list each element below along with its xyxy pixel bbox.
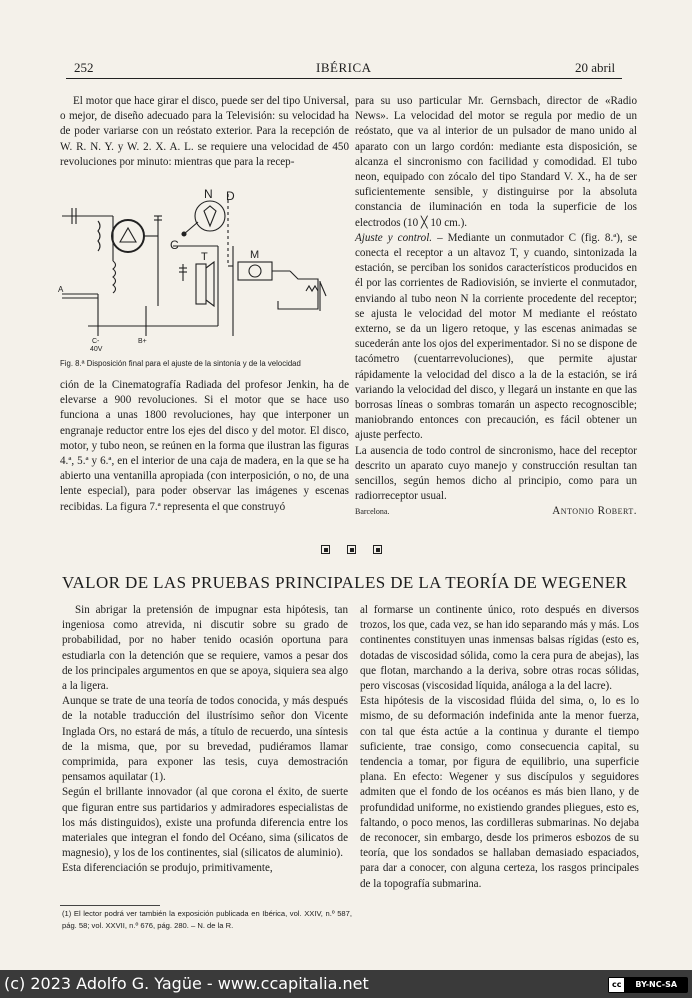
figure-label: C- [92, 338, 100, 345]
figure-label: C [170, 238, 179, 252]
article1-left-bottom [60, 378, 349, 515]
page-number: 252 [74, 60, 94, 75]
copyright-notice: (c) 2023 Adolfo G. Yagüe - www.ccapitalia.net [4, 974, 369, 993]
paragraph: Esta hipótesis de la viscosidad flúida del sima, o, lo es lo mismo, de su deformación indefinida ante la menor fuerza, con tal que ésta actúe a la continua y durante el tiempo suficiente, trae consigo, como consecuencia capital, su tendencia a tomar, por figura de equilibrio, una superficie plana. En efecto: Wegener y sus discípulos y seguidores admiten que el fondo de los océanos es más bien llano, y de profundidad uniforme, no existiendo grandes pliegues, esto es, faltando, o poco menos, las cordilleras submarinas. No dejaba de reconocer, sin embargo, desde los primeros esbozos de su teoría, que los sondados se hallaban demasiado espaciados, para dar a conocer, con alguna certeza, los rasgos principales de la topografía submarina. [360, 695, 639, 890]
page-header [72, 60, 622, 78]
article-title: VALOR DE LAS PRUEBAS PRINCIPALES DE LA TEORÍA DE WEGENER [62, 573, 628, 592]
article2-left-column [62, 603, 348, 877]
place: Barcelona. [355, 507, 390, 517]
paragraph: La ausencia de todo control de sincronismo, hace del receptor descrito un aparato cuyo manejo y construcción resultan tan sencillos, según hemos dicho al principio, como para un radiorreceptor usual. [355, 444, 637, 503]
cc-icon: cc [609, 978, 625, 992]
coil [98, 221, 100, 251]
author: Antonio Robert. [552, 505, 637, 518]
coil [113, 261, 116, 293]
figure-label: 40V [90, 346, 103, 352]
paragraph: El motor que hace girar el disco, puede ser del tipo Universal, o mejor, de diseño adecuado para la Televisión: su velocidad ha de poder variarse con un reóstato exterior. Para la recepción de W. R. N. Y. y W. 2. X. A. L. se requiere una velocidad de 450 revoluciones por minuto: mientras que para la recep- [60, 95, 349, 168]
journal-name: IBÉRICA [316, 60, 372, 75]
speaker [196, 264, 206, 304]
article2-right-column [360, 603, 639, 892]
paragraph: Según el brillante innovador (al que corona el éxito, de suerte que figuran entre sus partidarios y admiradores especialistas de los más distinguidos), existe una profunda diferencia entre los materiales que integran el fondo del Océano, sima (silicatos de magnesio), y los de los continentes, sial (silicatos de aluminio). [62, 786, 348, 860]
footnote: (1) El lector podrá ver también la exposición publicada en Ibérica, vol. XXIV, n.º 587, pág. 58; vol. XXVII, n.º 676, pág. 280. – N. de la R. [62, 909, 352, 930]
figure-label: A [58, 285, 64, 294]
paragraph: Ajuste y control. – Mediante un conmutador C (fig. 8.ª), se conecta el receptor a un altavoz T, y cuando, sintonizada la estación, se perciban los sonidos característicos producidos en él por las corrientes de Radiovisión, se invierte el conmutador, enviando al tubo neon N la corriente procedente del receptor; se ajusta le velocidad del motor M mediante el reóstato externo, se da un ligero retoque, y las escenas animadas se sucederán ante los ojos del experimentador. Si no se dispone de tacómetro (cuentarrevoluciones), que permite ajustar rápidamente la velocidad del disco a la de la estación, se irá variando la velocidad del disco, y llegará un instante en que las borrosas líneas o sombras tomarán un aspecto recognoscible; maniobrando entonces con precaución, es fácil obtener un ajuste perfecto. [355, 231, 637, 442]
article1-right-column [355, 94, 637, 520]
switch-arm [184, 222, 198, 234]
paragraph: Sin abrigar la pretensión de impugnar esta hipótesis, tan ingeniosa como atrevida, ni discutir sobre su grado de probabilidad, por no haber tenido ocasión oportuna para estudiarla con la detención que se requiere, vamos a pesar dos de los principales argumentos en que se apoya, siquiera sea algo a la ligera. [62, 604, 348, 693]
figure-label: T [201, 251, 208, 263]
subheading: Ajuste y control. [355, 231, 433, 244]
figure-label: N [204, 187, 213, 201]
paragraph: ción de la Cinematografía Radiada del profesor Jenkin, ha de elevarse a 900 revoluciones. Si el motor que se hace uso funciona a unas 1800 revoluciones, hay que interponer un engranaje reductor entre los ejes del disco y del motor. El disco, motor, y tubo neon, se reúnen en la forma que ilustran las figuras 4.ª, 5.ª y 6.ª, en el interior de una caja de madera, en la que se ha abierto una ventanilla apropiada (con interposición, o no, de una lente especial), para poder observar las imágenes y escenas recibidas. La figura 7.ª representa el que construyó [60, 379, 349, 513]
separator-square-icon [321, 545, 330, 554]
issue-date: 20 abril [575, 60, 616, 75]
paragraph: para su uso particular Mr. Gernsbach, director de «Radio News». La velocidad del motor se regula por medio de un reóstato, que va al interior de un pulsador de mano unido al aparato con un largo cordón: mediante esta disposición, se alcanza el sincronismo con facilidad y comodidad. El tubo neon, equipado con zócalo del tipo Standard V. X., ha de ser suficientemente sensible, y distinguirse por la absoluta constancia de iluminación en toda la superficie de los electrodos (10 ╳ 10 cm.). [355, 95, 637, 229]
separator-square-icon [373, 545, 382, 554]
license-badge[interactable] [608, 977, 688, 993]
paragraph: al formarse un continente único, roto después en diversos trozos, los que, cada vez, se han ido separando más y más. Los continentes constituyen unas inmensas balsas rígidas (esto es, dotadas de viscosidad sólida, como la cera pura de abejas), las que flotan, marchando a la deriva, sobre otras rocas sólidas, pero viscosas (viscosidad líquida, análoga a la del lacre). [360, 604, 639, 693]
figure-caption: Fig. 8.ª Disposición final para el ajuste de la sintonía y de la velocidad [60, 359, 301, 368]
header-rule [66, 78, 622, 79]
section-separator [321, 545, 391, 554]
figure-label: M [250, 249, 260, 261]
signature-line [355, 504, 637, 519]
paragraph: Esta diferenciación se produjo, primitivamente, [62, 862, 273, 875]
figure-label: D [226, 189, 235, 203]
paragraph: Aunque se trate de una teoría de todos conocida, y más después de la notable traducción del ilustrísimo señor don Vicente Inglada Ors, no estará de más, a título de recuerdo, una síntesis de la misma, que, por su brevedad, pudiéramos llamar comprimida, para exponer las tesis, cuya demostración pensamos aquilatar (1). [62, 695, 348, 784]
article1-left-top [60, 94, 349, 170]
figure-label: B+ [138, 338, 147, 345]
circuit-diagram [58, 186, 348, 352]
footnote-rule [60, 905, 160, 906]
separator-square-icon [347, 545, 356, 554]
vacuum-tube [112, 220, 144, 252]
license-terms: BY-NC-SA [625, 978, 687, 992]
tube-grid [120, 228, 136, 242]
